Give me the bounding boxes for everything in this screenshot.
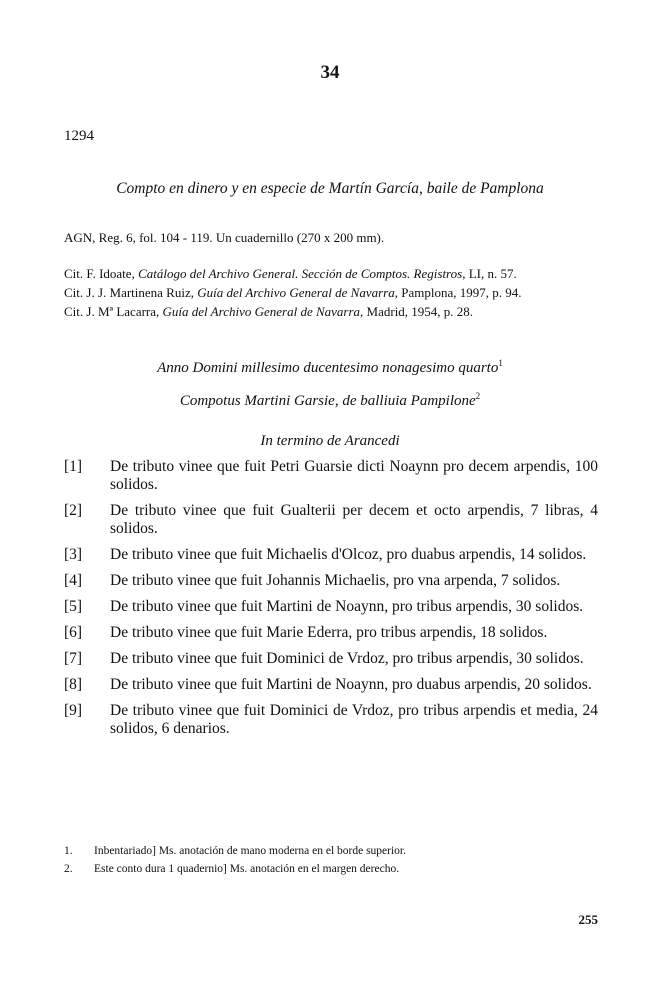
entry-text: De tributo vinee que fuit Dominici de Vrdoz, pro tribus arpendis et media, 24 solidos, 6 denarios. [110, 702, 598, 737]
citation-author: Cit. J. J. Martinena Ruiz, [64, 285, 198, 300]
citation [64, 283, 564, 302]
entry-text: De tributo vinee que fuit Michaelis d'Olcoz, pro duabus arpendis, 14 solidos. [110, 546, 587, 563]
entry-number: [5] [64, 598, 83, 615]
citation [64, 302, 564, 321]
entry-number: [6] [64, 624, 83, 641]
entry-text: De tributo vinee que fuit Dominici de Vrdoz, pro tribus arpendis, 30 solidos. [110, 650, 584, 667]
entry-number: [7] [64, 650, 83, 667]
entry-text: De tributo vinee que fuit Petri Guarsie dicti Noaynn pro decem arpendis, 100 solidos. [110, 458, 598, 493]
section-title: In termino de Arancedi [260, 433, 400, 449]
entry [64, 650, 598, 668]
citation-author: Cit. F. Idoate, [64, 266, 139, 281]
citations [64, 264, 564, 321]
entry-number: [8] [64, 676, 83, 693]
entry [64, 502, 598, 538]
entry-list [64, 458, 598, 746]
entry [64, 676, 598, 694]
document-title: Compto en dinero y en especie de Martín García, baile de Pamplona [116, 180, 544, 197]
footnote [64, 860, 564, 878]
citation-author: Cit. J. Mª Lacarra, [64, 304, 163, 319]
entry-number: [4] [64, 572, 83, 589]
citation-work: Catálogo del Archivo General. Sección de Comptos. Registros [138, 266, 463, 281]
citation-details: , Pamplona, 1997, p. 94. [394, 285, 522, 300]
footnote-ref: 2 [475, 391, 481, 401]
footnote-number: 2. [64, 863, 73, 875]
entry [64, 546, 598, 564]
latin-heading-account [0, 391, 660, 410]
page-number: 255 [578, 912, 598, 927]
entry-number: [9] [64, 702, 83, 719]
footnotes [64, 842, 564, 878]
heading-text: Anno Domini millesimo ducentesimo nonagesimo quarto [157, 360, 499, 376]
citation-work: Guía del Archivo General de Navarra [197, 285, 395, 300]
footnote-ref: 1 [498, 358, 503, 368]
entry-text: De tributo vinee que fuit Johannis Michaelis, pro vna arpenda, 7 solidos. [110, 572, 561, 589]
citation-work: Guía del Archivo General de Navarra [162, 304, 361, 319]
document-year: 1294 [64, 128, 94, 144]
document-number: 34 [320, 62, 340, 83]
entry [64, 458, 598, 494]
citation [64, 264, 564, 283]
entry-text: De tributo vinee que fuit Martini de Noaynn, pro duabus arpendis, 20 solidos. [110, 676, 592, 693]
footnote [64, 842, 564, 860]
latin-heading-date [0, 358, 660, 377]
entry [64, 572, 598, 590]
entry-number: [3] [64, 546, 83, 563]
entry-number: [2] [64, 502, 83, 519]
entry [64, 624, 598, 642]
entry-text: De tributo vinee que fuit Martini de Noaynn, pro tribus arpendis, 30 solidos. [110, 598, 584, 615]
entry-text: De tributo vinee que fuit Marie Ederra, pro tribus arpendis, 18 solidos. [110, 624, 548, 641]
entry [64, 702, 598, 738]
footnote-number: 1. [64, 845, 73, 857]
heading-text: Compotus Martini Garsie, de balliuia Pampilone [179, 393, 476, 409]
footnote-text: Este conto dura 1 quadernio] Ms. anotación en el margen derecho. [94, 863, 400, 875]
entry-number: [1] [64, 458, 83, 475]
citation-details: , Madrid, 1954, p. 28. [360, 304, 474, 319]
entry-text: De tributo vinee que fuit Gualterii per decem et octo arpendis, 7 libras, 4 solidos. [110, 502, 598, 537]
footnote-text: Inbentariado] Ms. anotación de mano moderna en el borde superior. [94, 845, 406, 857]
entry [64, 598, 598, 616]
citation-details: , LI, n. 57. [462, 266, 517, 281]
archival-source: AGN, Reg. 6, fol. 104 - 119. Un cuadernillo (270 x 200 mm). [64, 230, 385, 245]
